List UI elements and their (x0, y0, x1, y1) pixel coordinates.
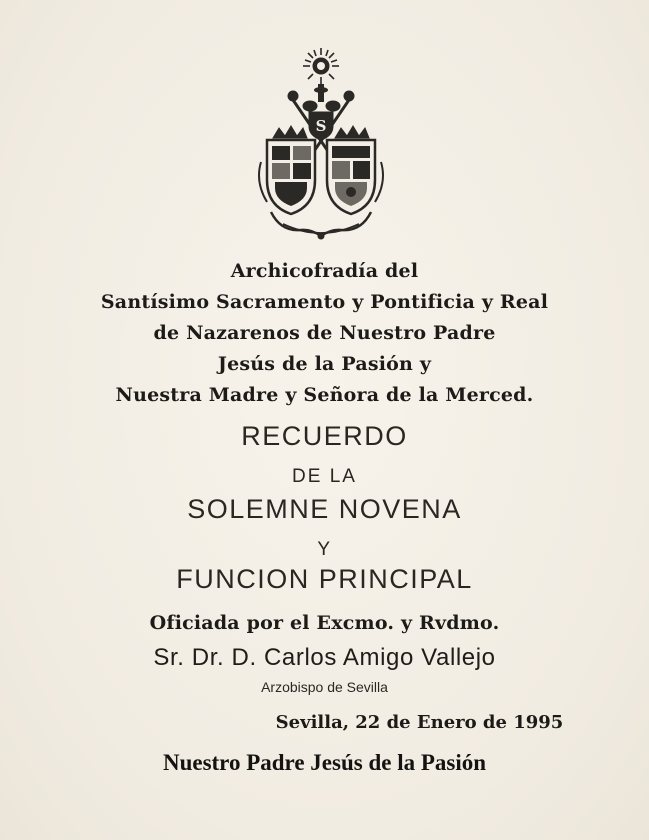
title-solemne-novena: SOLEMNE NOVENA (187, 494, 462, 524)
title-de-la: DE LA (292, 466, 357, 487)
emblem-monogram: S (315, 117, 327, 135)
title-funcion-principal: FUNCION PRINCIPAL (176, 564, 473, 594)
header-line-nazarenos: de Nazarenos de Nuestro Padre (153, 322, 496, 344)
footer-title: Nuestro Padre Jesús de la Pasión (162, 750, 487, 775)
officiant-intro: Oficiada por el Excmo. y Rvdmo. (149, 612, 500, 634)
coat-of-arms-icon (253, 42, 389, 242)
title-y: Y (317, 539, 332, 560)
title-recuerdo: RECUERDO (241, 421, 408, 451)
date-line (0, 712, 649, 733)
officiant-role: Arzobispo de Sevilla (261, 679, 388, 695)
date-text: Sevilla, 22 de Enero de 1995 (275, 712, 564, 733)
header-line-santisimo: Santísimo Sacramento y Pontificia y Real (100, 291, 549, 313)
header-line-jesus: Jesús de la Pasión y (217, 353, 432, 375)
header-line-merced: Nuestra Madre y Señora de la Merced. (115, 384, 534, 406)
header-line-archicofradia: Archicofradía del (230, 260, 419, 282)
officiant-name: Sr. Dr. D. Carlos Amigo Vallejo (153, 644, 496, 671)
